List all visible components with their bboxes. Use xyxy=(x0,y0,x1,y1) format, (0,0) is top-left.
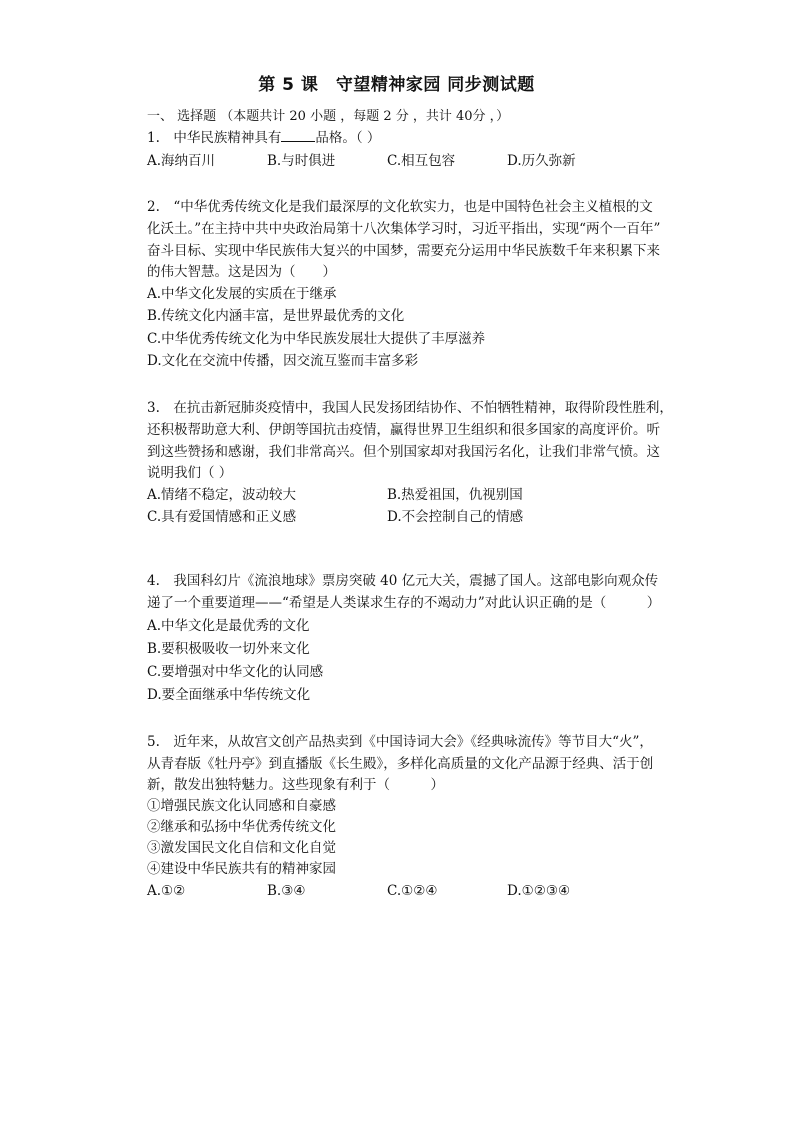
question-2-option-d: D.文化在交流中传播，因交流互鉴而丰富多彩 xyxy=(147,353,419,369)
question-3-option-d: D.不会控制自己的情感 xyxy=(387,509,524,525)
question-4-option-b: B.要积极吸收一切外来文化 xyxy=(147,641,310,657)
question-5-option-d: D.①②③④ xyxy=(507,883,571,899)
question-5-line-2: 从青春版《牡丹亭》到直播版《长生殿》，多样化高质量的文化产品源于经典、活于创 xyxy=(147,756,654,772)
question-1-option-d: D.历久弥新 xyxy=(507,153,576,169)
question-4-option-a: A.中华文化是最优秀的文化 xyxy=(147,618,310,634)
question-2-option-a: A.中华文化发展的实质在于继承 xyxy=(147,286,337,302)
question-1-option-c: C.相互包容 xyxy=(387,153,456,169)
question-5-line-1: 5. 近年来，从故宫文创产品热卖到《中国诗词大会》《经典咏流传》等节目大“火”， xyxy=(147,734,653,750)
question-3-option-c: C.具有爱国情感和正义感 xyxy=(147,509,297,525)
question-1-option-b: B.与时俱进 xyxy=(267,153,336,169)
question-5-line-3: 新，散发出独特魅力。这些现象有利于（ ） xyxy=(147,777,444,793)
question-3-option-a: A.情绪不稳定，波动较大 xyxy=(147,487,297,503)
question-1-stem xyxy=(147,127,380,149)
question-3-line-2: 还积极帮助意大利、伊朗等国抗击疫情，赢得世界卫生组织和很多国家的高度评价。听 xyxy=(147,422,660,438)
question-3-option-b: B.热爱祖国，仇视别国 xyxy=(387,487,523,503)
answer-blank xyxy=(281,129,315,142)
question-1-option-a: A.海纳百川 xyxy=(147,153,216,169)
page-title: 第 5 课 守望精神家园 同步测试题 xyxy=(258,75,535,95)
question-3-line-4: 说明我们（ ） xyxy=(147,465,233,481)
question-4-line-1: 4. 我国科幻片《流浪地球》票房突破 40 亿元大关，震撼了国人。这部电影向观众传 xyxy=(147,573,659,589)
question-2-option-b: B.传统文化内涵丰富，是世界最优秀的文化 xyxy=(147,308,405,324)
question-2-line-1: 2. “中华优秀传统文化是我们最深厚的文化软实力，也是中国特色社会主义植根的文 xyxy=(147,199,653,215)
question-5-option-a: A.①② xyxy=(147,883,186,899)
question-4-option-d: D.要全面继承中华传统文化 xyxy=(147,687,311,703)
question-2-line-4: 的伟大智慧。这是因为（ ） xyxy=(147,264,336,280)
section-header: 一、 选择题 （本题共计 20 小题 ，每题 2 分 ，共计 40分 ，） xyxy=(147,109,510,124)
question-1-stem-part-b: 品格。（ ） xyxy=(315,130,381,146)
question-4-option-c: C.要增强对中华文化的认同感 xyxy=(147,664,324,680)
question-5-option-b: B.③④ xyxy=(267,883,306,899)
question-5-statement-3: ③激发国民文化自信和文化自觉 xyxy=(147,840,336,856)
question-5-statement-4: ④建设中华民族共有的精神家园 xyxy=(147,861,336,877)
question-3-line-3: 到这些赞扬和感谢，我们非常高兴。但个别国家却对我国污名化，让我们非常气愤。这 xyxy=(147,444,660,460)
question-5-option-c: C.①②④ xyxy=(387,883,438,899)
question-1-stem-part-a: 1. 中华民族精神具有 xyxy=(147,130,282,146)
question-2-line-2: 化沃土。”在主持中共中央政治局第十八次集体学习时，习近平指出，实现“两个一百年” xyxy=(147,221,661,237)
question-5-statement-1: ①增强民族文化认同感和自豪感 xyxy=(147,798,336,814)
question-5-statement-2: ②继承和弘扬中华优秀传统文化 xyxy=(147,819,336,835)
question-2-line-3: 奋斗目标、实现中华民族伟大复兴的中国梦，需要充分运用中华民族数千年来积累下来 xyxy=(147,243,660,259)
question-3-line-1: 3. 在抗击新冠肺炎疫情中，我国人民发扬团结协作、不怕牺牲精神，取得阶段性胜利， xyxy=(147,400,673,416)
question-2-option-c: C.中华优秀传统文化为中华民族发展壮大提供了丰厚滋养 xyxy=(147,331,486,347)
question-4-line-2: 递了一个重要道理——“希望是人类谋求生存的不竭动力”对此认识正确的是（ ） xyxy=(147,595,661,611)
